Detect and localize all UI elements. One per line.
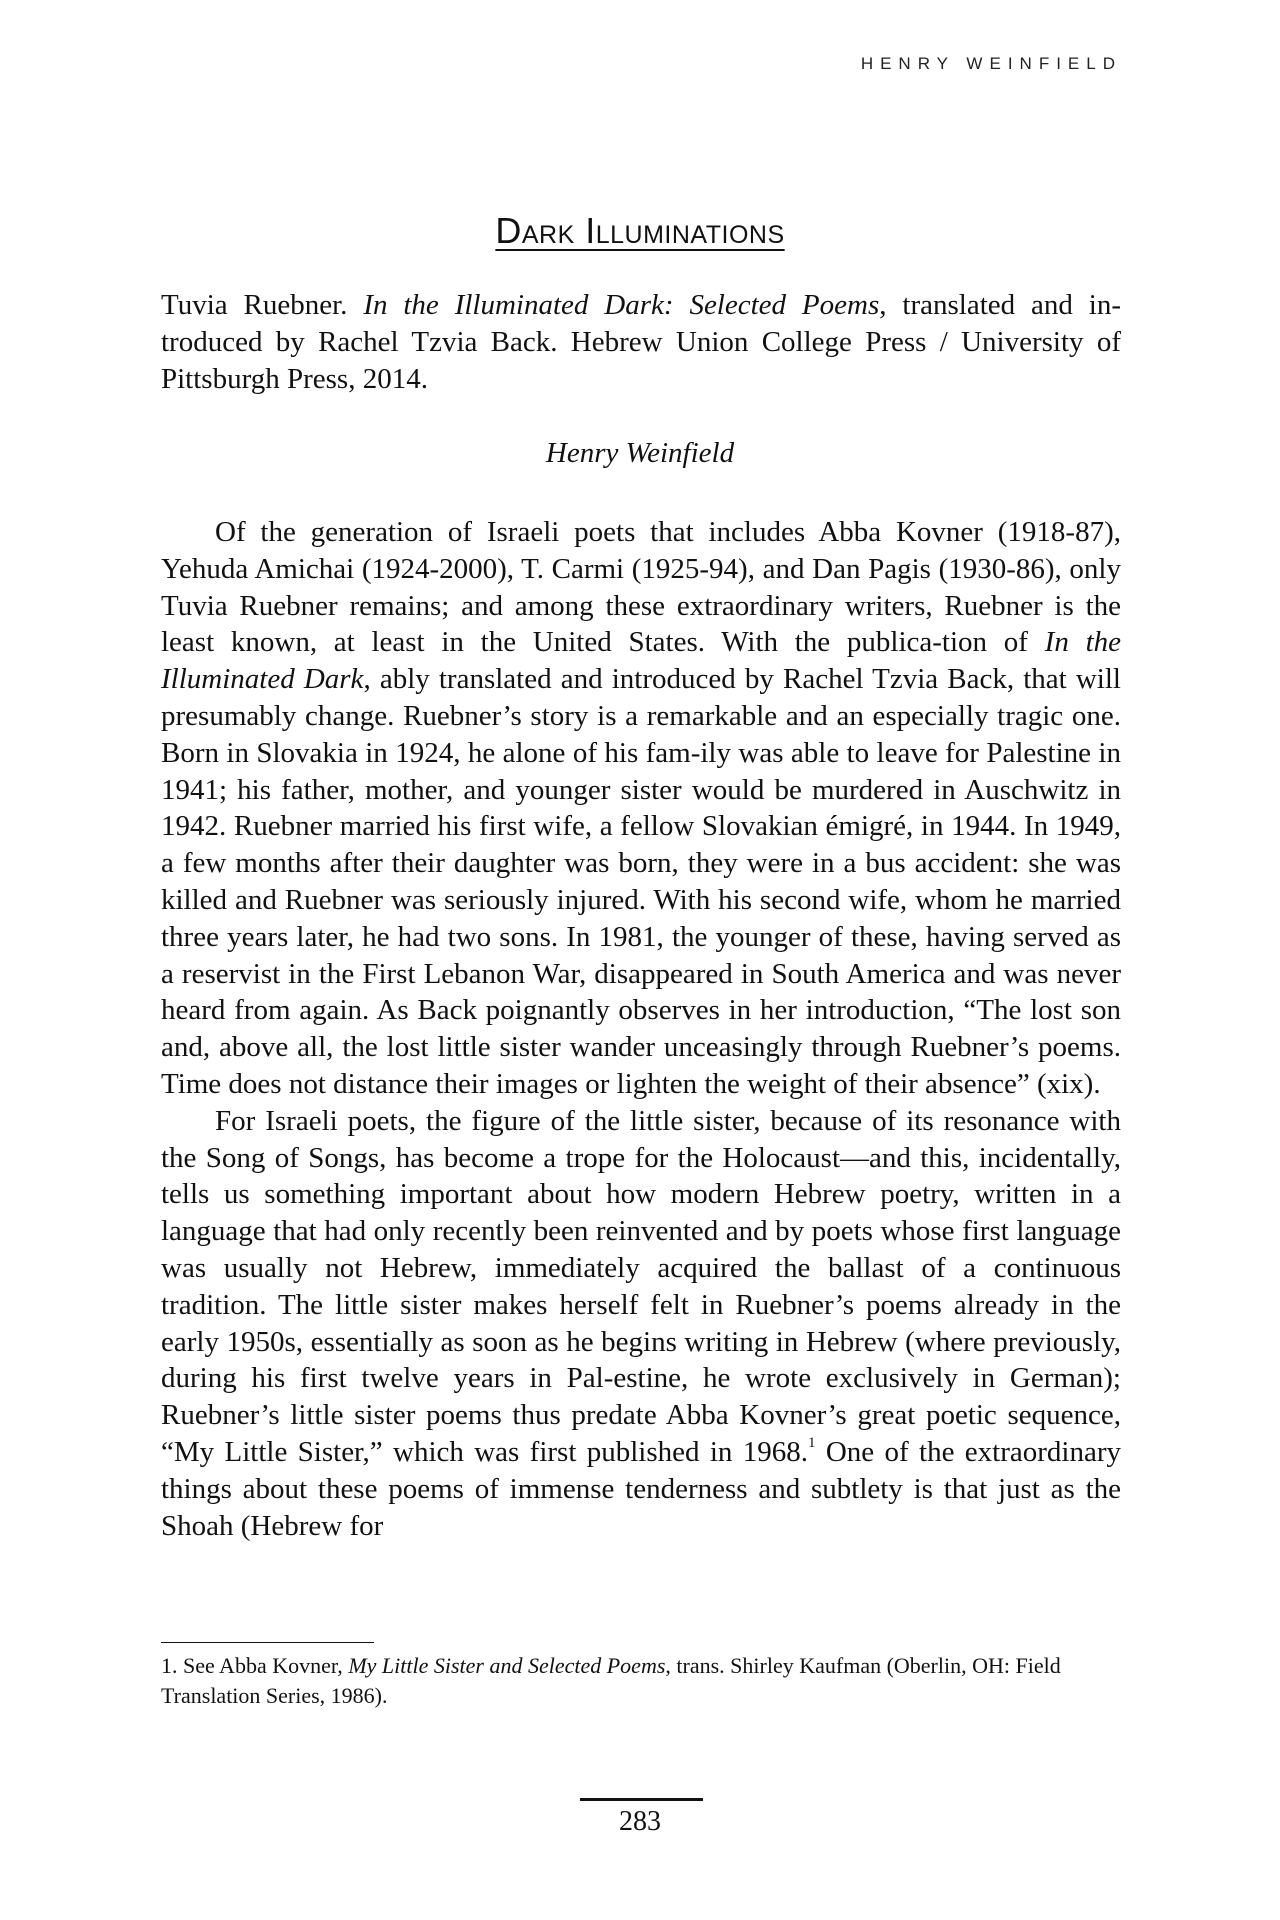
citation-book-title: In the Illuminated Dark: Selected Poems [363,289,880,321]
running-head: HENRY WEINFIELD [860,54,1122,73]
paragraph-1-text-a: Of the generation of Israeli poets that includes Abba Kovner (1918-87), Yehuda Amichai (1924-2000), T. Carmi (1925-94), and Dan Pagis (1930-86), only Tuvia Ruebner remains; and among these extraordinary writers, Ruebner is the least known, at least in the United States. With the publica-tion of [161,516,1121,659]
paragraph-1-text-b: , ably translated and introduced by Rachel Tzvia Back, that will presumably change. Ruebner’s story is a remarkable and an especially tragic one. Born in Slovakia in 1924, he alone of his fam-ily was able to leave for Palestine in 1941; his father, mother, and younger sister would be murdered in Auschwitz in 1942. Ruebner married his first wife, a fellow Slovakian émigré, in 1944. In 1949, a few months after their daughter was born, they were in a bus accident: she was killed and Ruebner was seriously injured. With his second wife, whom he married three years later, he had two sons. In 1981, the younger of these, having served as a reservist in the First Lebanon War, disappeared in South America and was never heard from again. As Back poignantly observes in her introduction, “The lost son and, above all, the lost little sister wander unceasingly through Ruebner’s poems. Time does not distance their images or lighten the weight of their absence” (xix). [161,663,1121,1100]
paragraph-2 [161,1103,1121,1545]
paragraph-2-text-a: For Israeli poets, the figure of the little sister, because of its resonance with the Song of Songs, has become a trope for the Holocaust—and this, incidentally, tells us something important about how modern Hebrew poetry, written in a language that had only recently been reinvented and by poets whose first language was usually not Hebrew, immediately acquired the ballast of a continuous tradition. The little sister makes herself felt in Ruebner’s poems already in the early 1950s, essentially as soon as he begins writing in Hebrew (where previously, during his first twelve years in Pal-estine, he wrote exclusively in German); Ruebner’s little sister poems thus predate Abba Kovner’s great poetic sequence, “My Little Sister,” which was first published in 1968. [161,1104,1121,1468]
review-author: Henry Weinfield [545,437,735,469]
citation-details: , translated and in-troduced by Rachel Tzvia Back. Hebrew Union College Press / University of Pittsburgh Press, 2014. [161,289,1121,395]
footnote-tail: , trans. Shirley Kaufman (Oberlin, OH: Field Translation Series, 1986). [161,1653,1061,1708]
article-body [161,514,1121,1544]
footnote-1 [161,1651,1121,1711]
paragraph-2-text-b: One of the extraordinary things about these poems of immense tenderness and subtlety is that just as the Shoah (Hebrew for [161,1435,1121,1542]
book-citation [161,287,1121,397]
footnote-lead: 1. See Abba Kovner, [161,1653,349,1678]
page-number: 283 [619,1806,661,1837]
paragraph-1-book-title: In the Illuminated Dark [161,626,1121,696]
page-number-rule [580,1798,703,1801]
citation-author: Tuvia Ruebner. [161,289,348,321]
paragraph-1 [161,514,1121,1103]
footnote-reference[interactable]: 1 [808,1434,816,1451]
footnote-divider [161,1642,374,1643]
footnote-book-title: My Little Sister and Selected Poems [348,1653,666,1678]
article-title: Dark Illuminations [495,210,785,251]
